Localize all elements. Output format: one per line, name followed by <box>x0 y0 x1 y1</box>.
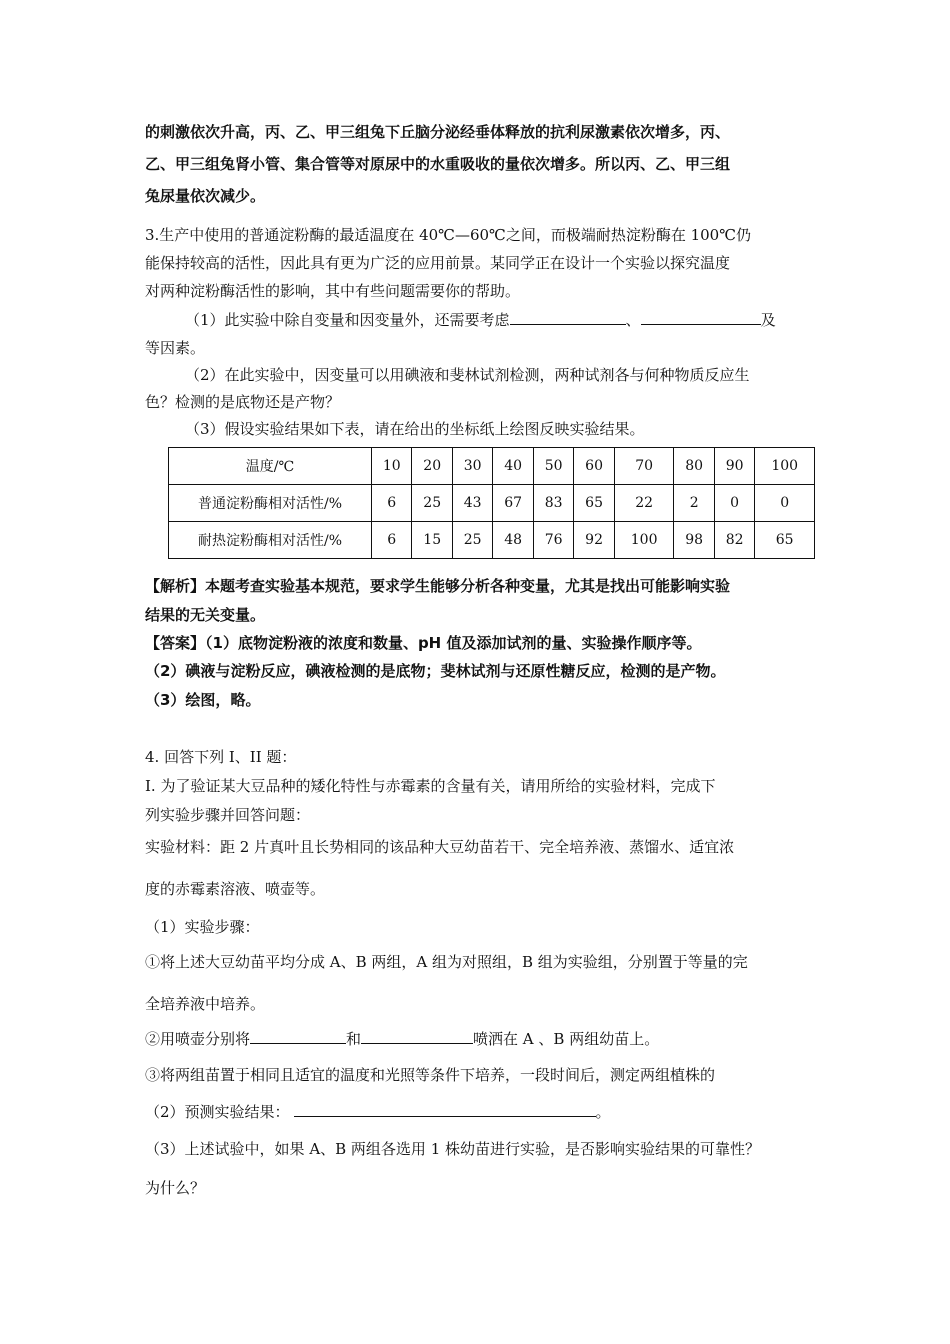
q3-part-1-line-2: 等因素。 <box>145 339 206 357</box>
q4-step-2-blank-2[interactable] <box>361 1028 473 1044</box>
answer-line-3: 兔尿量依次减少。 <box>145 187 266 205</box>
q3-answer-line-3: （3）绘图，略。 <box>145 691 261 709</box>
table-cell: 30 <box>452 448 492 485</box>
table-cell: 50 <box>533 448 573 485</box>
table-cell: 67 <box>493 485 533 522</box>
table-cell: 普通淀粉酶相对活性/% <box>169 485 372 522</box>
q4-part-i-line-2: 列实验步骤并回答问题： <box>145 806 311 824</box>
table-cell: 22 <box>614 485 674 522</box>
q3-part-2-line-2: 色？检测的是底物还是产物？ <box>145 393 341 411</box>
q3-analysis-line-1: 【解析】本题考查实验基本规范，要求学生能够分析各种变量，尤其是找出可能影响实验 <box>145 577 731 595</box>
q4-steps-title: （1）实验步骤： <box>145 918 260 936</box>
q3-part-1-separator: 、 <box>625 311 641 329</box>
table-cell: 耐热淀粉酶相对活性/% <box>169 522 372 559</box>
table-cell: 90 <box>714 448 754 485</box>
table-cell: 48 <box>493 522 533 559</box>
q3-answer-line-1: 【答案】（1）底物淀粉液的浓度和数量、pH 值及添加试剂的量、实验操作顺序等。 <box>145 634 702 652</box>
q4-predict <box>145 1101 611 1122</box>
q4-materials-line-2: 度的赤霉素溶液、喷壶等。 <box>145 880 326 898</box>
q3-part-3-line-1: （3）假设实验结果如下表，请在给出的坐标纸上绘图反映实验结果。 <box>185 420 645 438</box>
q4-materials-line-1: 实验材料：距 2 片真叶且长势相同的该品种大豆幼苗若干、完全培养液、蒸馏水、适宜浓 <box>145 838 735 856</box>
table-cell: 80 <box>674 448 714 485</box>
table-cell: 15 <box>412 522 452 559</box>
table-cell: 82 <box>714 522 754 559</box>
answer-line-1: 的刺激依次升高，丙、乙、甲三组兔下丘脑分泌经垂体释放的抗利尿激素依次增多，丙、 <box>145 123 731 141</box>
q4-step-3: ③将两组苗置于相同且适宜的温度和光照等条件下培养，一段时间后，测定两组植株的 <box>145 1066 716 1084</box>
q3-part-1-blank-2[interactable] <box>641 309 761 325</box>
q4-part-3-line-2: 为什么？ <box>145 1179 206 1197</box>
q4-predict-end: 。 <box>595 1103 611 1121</box>
q4-step-2 <box>145 1028 659 1049</box>
q4-title: 4. 回答下列 I、II 题： <box>145 748 297 766</box>
q3-stem-line-1: 3.生产中使用的普通淀粉酶的最适温度在 40℃—60℃之间，而极端耐热淀粉酶在 100℃仍 <box>145 226 751 244</box>
q4-part-3-line-1: （3）上述试验中，如果 A、B 两组各选用 1 株幼苗进行实验，是否影响实验结果的可靠性？ <box>145 1140 761 1158</box>
table-cell: 25 <box>452 522 492 559</box>
q3-analysis-line-2: 结果的无关变量。 <box>145 606 266 624</box>
table-cell: 25 <box>412 485 452 522</box>
q3-stem-line-2: 能保持较高的活性，因此具有更为广泛的应用前景。某同学正在设计一个实验以探究温度 <box>145 254 731 272</box>
q4-predict-label: （2）预测实验结果： <box>145 1103 290 1121</box>
q4-step-1-line-2: 全培养液中培养。 <box>145 995 266 1013</box>
q4-step-2-blank-1[interactable] <box>250 1028 346 1044</box>
table-cell: 92 <box>574 522 614 559</box>
answer-line-2: 乙、甲三组兔肾小管、集合管等对原尿中的水重吸收的量依次增多。所以丙、乙、甲三组 <box>145 155 731 173</box>
table-row <box>169 485 815 522</box>
q3-part-2-line-1: （2）在此实验中，因变量可以用碘液和斐林试剂检测，两种试剂各与何种物质反应生 <box>185 366 750 384</box>
table-cell: 10 <box>372 448 412 485</box>
table-cell: 83 <box>533 485 573 522</box>
q3-part-1-end: 及 <box>760 311 776 329</box>
q3-stem-line-3: 对两种淀粉酶活性的影响，其中有些问题需要你的帮助。 <box>145 282 521 300</box>
table-cell: 0 <box>755 485 815 522</box>
table-cell: 40 <box>493 448 533 485</box>
q4-part-i-line-1: Ⅰ. 为了验证某大豆品种的矮化特性与赤霉素的含量有关，请用所给的实验材料，完成下 <box>145 777 716 795</box>
q3-answer-line-2: （2）碘液与淀粉反应，碘液检测的是底物；斐林试剂与还原性糖反应，检测的是产物。 <box>145 662 726 680</box>
table-cell: 98 <box>674 522 714 559</box>
q4-step-2-and: 和 <box>346 1030 362 1048</box>
table-cell: 65 <box>574 485 614 522</box>
q4-step-2-end: 喷洒在 A 、B 两组幼苗上。 <box>473 1030 660 1048</box>
q4-predict-blank[interactable] <box>294 1101 596 1117</box>
table-cell: 温度/℃ <box>169 448 372 485</box>
q3-part-1-text: （1）此实验中除自变量和因变量外，还需要考虑 <box>185 311 510 329</box>
table-cell: 43 <box>452 485 492 522</box>
table-row <box>169 448 815 485</box>
table-cell: 100 <box>755 448 815 485</box>
table-cell: 20 <box>412 448 452 485</box>
q4-step-2-text: ②用喷壶分别将 <box>145 1030 251 1048</box>
q3-part-1-blank-1[interactable] <box>510 309 626 325</box>
table-cell: 100 <box>614 522 674 559</box>
table-cell: 76 <box>533 522 573 559</box>
table-cell: 6 <box>372 522 412 559</box>
table-cell: 60 <box>574 448 614 485</box>
table-cell: 2 <box>674 485 714 522</box>
q4-step-1-line-1: ①将上述大豆幼苗平均分成 A、B 两组，A 组为对照组，B 组为实验组，分别置于等量的完 <box>145 953 748 971</box>
table-cell: 65 <box>755 522 815 559</box>
table-row <box>169 522 815 559</box>
activity-table <box>168 447 815 559</box>
table-cell: 6 <box>372 485 412 522</box>
q3-part-1 <box>185 309 776 330</box>
table-cell: 70 <box>614 448 674 485</box>
table-cell: 0 <box>714 485 754 522</box>
